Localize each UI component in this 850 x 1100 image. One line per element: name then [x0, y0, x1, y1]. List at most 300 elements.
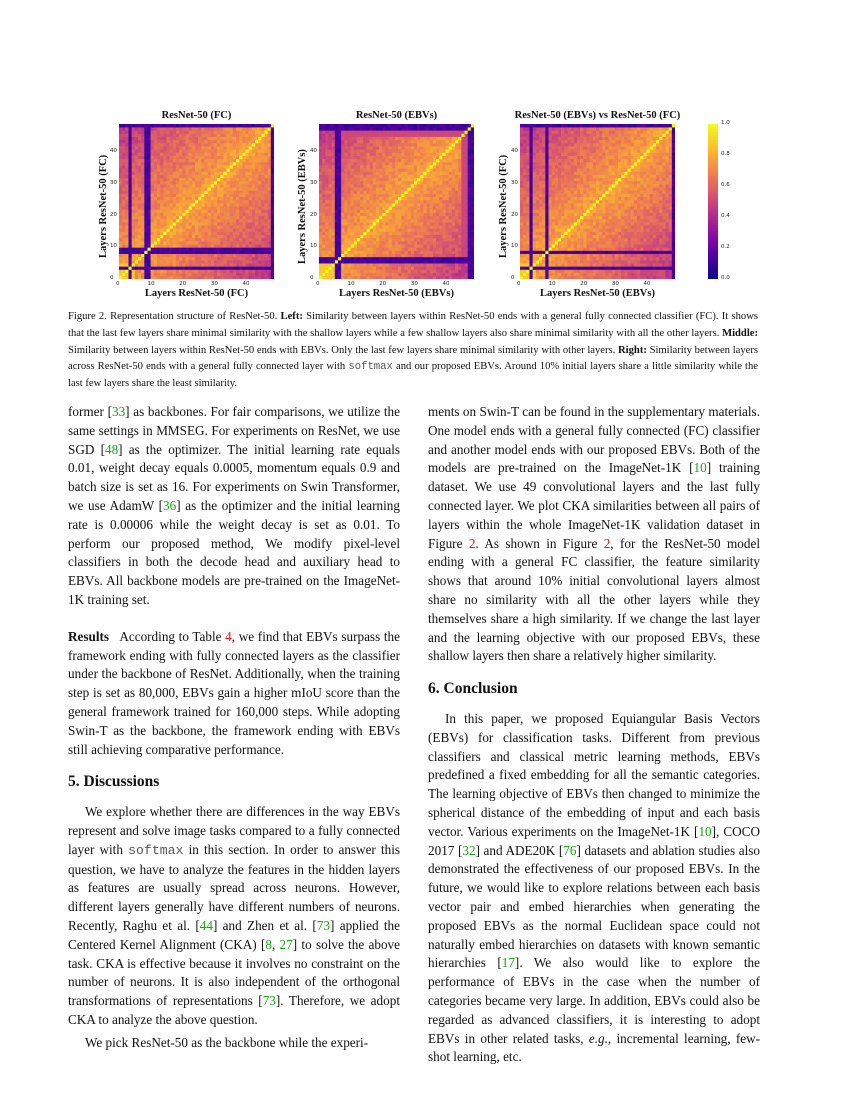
heatmap-cell	[268, 187, 271, 190]
heatmap-cell	[128, 257, 131, 260]
heatmap-cell	[242, 263, 245, 266]
heatmap-cell	[398, 127, 401, 130]
heatmap-cell	[195, 213, 198, 216]
heatmap-cell	[338, 156, 341, 159]
heatmap-cell	[436, 260, 439, 263]
heatmap-cell	[385, 178, 388, 181]
heatmap-cell	[198, 187, 201, 190]
heatmap-cell	[446, 124, 449, 127]
heatmap-cell	[255, 178, 258, 181]
heatmap-cell	[442, 219, 445, 222]
heatmap-cell	[258, 146, 261, 149]
heatmap-cell	[204, 133, 207, 136]
heatmap-cell	[427, 178, 430, 181]
heatmap-cell	[392, 190, 395, 193]
heatmap-cell	[458, 235, 461, 238]
heatmap-cell	[417, 197, 420, 200]
heatmap-cell	[442, 171, 445, 174]
heatmap-cell	[242, 247, 245, 250]
heatmap-cell	[322, 276, 325, 279]
heatmap-cell	[170, 159, 173, 162]
heatmap-cell	[227, 190, 230, 193]
heatmap-cell	[465, 190, 468, 193]
heatmap-cell	[458, 216, 461, 219]
heatmap-cell	[119, 171, 122, 174]
heatmap-cell	[147, 178, 150, 181]
heatmap-cell	[401, 190, 404, 193]
heatmap-cell	[351, 171, 354, 174]
heatmap-cell	[328, 149, 331, 152]
heatmap-cell	[220, 124, 223, 127]
heatmap-cell	[414, 190, 417, 193]
heatmap-cell	[452, 241, 455, 244]
heatmap-cell	[376, 159, 379, 162]
heatmap-cell	[176, 241, 179, 244]
heatmap-cell	[351, 175, 354, 178]
heatmap-cell	[401, 133, 404, 136]
heatmap-cell	[157, 270, 160, 273]
heatmap-cell	[261, 260, 264, 263]
heatmap-cell	[192, 178, 195, 181]
heatmap-cell	[436, 276, 439, 279]
heatmap-cell	[370, 130, 373, 133]
heatmap-cell	[271, 194, 274, 197]
heatmap-cell	[351, 200, 354, 203]
heatmap-cell	[151, 197, 154, 200]
heatmap-cell	[268, 266, 271, 269]
heatmap-cell	[198, 232, 201, 235]
heatmap-cell	[249, 276, 252, 279]
heatmap-cell	[468, 263, 471, 266]
heatmap-cell	[208, 232, 211, 235]
heatmap-cell	[217, 140, 220, 143]
heatmap-cell	[157, 159, 160, 162]
heatmap-cell	[392, 273, 395, 276]
heatmap-cell	[599, 273, 602, 276]
heatmap-cell	[430, 219, 433, 222]
heatmap-cell	[141, 232, 144, 235]
heatmap-cell	[385, 213, 388, 216]
heatmap-cell	[249, 209, 252, 212]
heatmap-cell	[385, 228, 388, 231]
heatmap-cell	[366, 178, 369, 181]
heatmap-cell	[119, 254, 122, 257]
heatmap-cell	[252, 194, 255, 197]
heatmap-cell	[233, 146, 236, 149]
heatmap-cell	[322, 225, 325, 228]
heatmap-cell	[233, 209, 236, 212]
heatmap-cell	[458, 187, 461, 190]
heatmap-cell	[265, 168, 268, 171]
heatmap-cell	[147, 222, 150, 225]
heatmap-cell	[173, 247, 176, 250]
heatmap-cell	[398, 149, 401, 152]
heatmap-cell	[233, 168, 236, 171]
heatmap-cell	[408, 162, 411, 165]
heatmap-cell	[185, 254, 188, 257]
heatmap-cell	[268, 263, 271, 266]
heatmap-cell	[170, 216, 173, 219]
heatmap-cell	[357, 251, 360, 254]
heatmap-cell	[223, 165, 226, 168]
heatmap-cell	[446, 238, 449, 241]
heatmap-cell	[204, 130, 207, 133]
heatmap-cell	[389, 197, 392, 200]
heatmap-cell	[455, 162, 458, 165]
heatmap-cell	[376, 165, 379, 168]
heatmap-cell	[461, 257, 464, 260]
heatmap-cell	[471, 260, 474, 263]
heatmap-cell	[163, 159, 166, 162]
heatmap-cell	[201, 149, 204, 152]
heatmap-cell	[379, 197, 382, 200]
heatmap-cell	[214, 194, 217, 197]
heatmap-cell	[246, 251, 249, 254]
heatmap-cell	[354, 209, 357, 212]
heatmap-cell	[185, 140, 188, 143]
heatmap-cell	[373, 270, 376, 273]
heatmap-cell	[166, 127, 169, 130]
heatmap-cell	[170, 263, 173, 266]
heatmap-cell	[411, 213, 414, 216]
heatmap-cell	[128, 194, 131, 197]
heatmap-cell	[458, 228, 461, 231]
heatmap-cell	[465, 181, 468, 184]
heatmap-cell	[176, 175, 179, 178]
heatmap-cell	[458, 203, 461, 206]
heatmap-cell	[363, 197, 366, 200]
heatmap-cell	[599, 270, 602, 273]
heatmap-cell	[351, 260, 354, 263]
heatmap-cell	[332, 165, 335, 168]
heatmap-cell	[255, 171, 258, 174]
heatmap-cell	[319, 222, 322, 225]
heatmap-cell	[455, 146, 458, 149]
heatmap-cell	[360, 254, 363, 257]
heatmap-cell	[423, 203, 426, 206]
heatmap-cell	[128, 190, 131, 193]
heatmap-cell	[265, 257, 268, 260]
heatmap-cell	[423, 273, 426, 276]
heatmap-cell	[354, 143, 357, 146]
heatmap-cell	[271, 175, 274, 178]
heatmap-cell	[325, 206, 328, 209]
heatmap-cell	[242, 162, 245, 165]
heatmap-cell	[344, 162, 347, 165]
heatmap-cell	[332, 200, 335, 203]
heatmap-cell	[157, 162, 160, 165]
heatmap-cell	[195, 238, 198, 241]
heatmap-cell	[227, 270, 230, 273]
heatmap-cell	[373, 222, 376, 225]
heatmap-cell	[404, 241, 407, 244]
heatmap-cell	[204, 235, 207, 238]
heatmap-cell	[338, 203, 341, 206]
heatmap-cell	[526, 266, 529, 269]
heatmap-cell	[379, 270, 382, 273]
heatmap-cell	[468, 257, 471, 260]
heatmap-cell	[442, 156, 445, 159]
heatmap-cell	[452, 175, 455, 178]
heatmap-cell	[442, 276, 445, 279]
heatmap-cell	[239, 247, 242, 250]
heatmap-cell	[461, 225, 464, 228]
heatmap-cell	[347, 266, 350, 269]
heatmap-cell	[173, 149, 176, 152]
heatmap-cell	[255, 127, 258, 130]
heatmap-cell	[452, 140, 455, 143]
heatmap-cell	[392, 181, 395, 184]
heatmap-cell	[545, 270, 548, 273]
heatmap-cell	[242, 194, 245, 197]
heatmap-cell	[258, 219, 261, 222]
heatmap-cell	[452, 232, 455, 235]
heatmap-cell	[204, 194, 207, 197]
heatmap-cell	[439, 266, 442, 269]
heatmap-cell	[602, 270, 605, 273]
heatmap-cell	[252, 203, 255, 206]
heatmap-cell	[392, 171, 395, 174]
heatmap-cell	[344, 257, 347, 260]
heatmap-cell	[452, 228, 455, 231]
heatmap-cell	[363, 143, 366, 146]
heatmap-cell	[366, 276, 369, 279]
heatmap-cell	[122, 225, 125, 228]
heatmap-cell	[414, 254, 417, 257]
heatmap-cell	[360, 228, 363, 231]
heatmap-cell	[433, 137, 436, 140]
heatmap-cell	[455, 159, 458, 162]
heatmap-cell	[414, 213, 417, 216]
heatmap-cell	[271, 165, 274, 168]
heatmap-cell	[132, 263, 135, 266]
heatmap-cell	[173, 206, 176, 209]
heatmap-cell	[246, 266, 249, 269]
heatmap-cell	[258, 241, 261, 244]
heatmap-cell	[571, 266, 574, 269]
heatmap-cell	[230, 140, 233, 143]
heatmap-cell	[322, 222, 325, 225]
heatmap-cell	[357, 203, 360, 206]
heatmap-cell	[166, 133, 169, 136]
heatmap-cell	[621, 276, 624, 279]
heatmap-cell	[360, 181, 363, 184]
heatmap-cell	[227, 187, 230, 190]
heatmap-cell	[404, 175, 407, 178]
heatmap-cell	[179, 152, 182, 155]
heatmap-cell	[420, 241, 423, 244]
heatmap-cell	[347, 241, 350, 244]
heatmap-cell	[255, 266, 258, 269]
heatmap-cell	[398, 194, 401, 197]
heatmap-cell	[265, 254, 268, 257]
heatmap-cell	[189, 203, 192, 206]
heatmap-cell	[439, 203, 442, 206]
heatmap-cell	[332, 219, 335, 222]
heatmap-cell	[442, 197, 445, 200]
heatmap-cell	[401, 143, 404, 146]
heatmap-cell	[411, 206, 414, 209]
heatmap-cell	[446, 219, 449, 222]
heatmap-cell	[328, 209, 331, 212]
heatmap-cell	[255, 276, 258, 279]
heatmap-cell	[265, 127, 268, 130]
heatmap-cell	[452, 127, 455, 130]
heatmap-cell	[354, 133, 357, 136]
heatmap-cell	[265, 184, 268, 187]
heatmap-cell	[252, 254, 255, 257]
heatmap-cell	[201, 213, 204, 216]
heatmap-cell	[220, 162, 223, 165]
heatmap-cell	[411, 194, 414, 197]
heatmap-cell	[335, 257, 338, 260]
heatmap-cell	[141, 254, 144, 257]
heatmap-cell	[271, 140, 274, 143]
heatmap-cell	[230, 168, 233, 171]
heatmap-cell	[468, 149, 471, 152]
heatmap-cell	[227, 149, 230, 152]
heatmap-cell	[322, 171, 325, 174]
heatmap-cell	[446, 159, 449, 162]
heatmap-cell	[417, 181, 420, 184]
heatmap-cell	[261, 178, 264, 181]
heatmap-cell	[322, 124, 325, 127]
heatmap-cell	[135, 254, 138, 257]
heatmap-cell	[398, 181, 401, 184]
heatmap-cell	[268, 232, 271, 235]
heatmap-cell	[151, 213, 154, 216]
heatmap-cell	[341, 156, 344, 159]
heatmap-cell	[319, 216, 322, 219]
heatmap-cell	[182, 181, 185, 184]
heatmap-cell	[366, 162, 369, 165]
heatmap-cell	[363, 241, 366, 244]
heatmap-cell	[204, 175, 207, 178]
heatmap-cell	[239, 200, 242, 203]
heatmap-cell	[446, 276, 449, 279]
heatmap-cell	[236, 251, 239, 254]
heatmap-cell	[420, 171, 423, 174]
heatmap-cell	[236, 127, 239, 130]
heatmap-cell	[389, 232, 392, 235]
heatmap-cell	[211, 165, 214, 168]
heatmap-cell	[389, 238, 392, 241]
heatmap-cell	[427, 257, 430, 260]
heatmap-cell	[255, 133, 258, 136]
heatmap-cell	[214, 143, 217, 146]
heatmap-cell	[144, 232, 147, 235]
heatmap-cell	[379, 181, 382, 184]
heatmap-cell	[249, 238, 252, 241]
heatmap-cell	[214, 197, 217, 200]
heatmap-cell	[325, 130, 328, 133]
heatmap-cell	[246, 200, 249, 203]
heatmap-cell	[239, 225, 242, 228]
heatmap-cell	[208, 238, 211, 241]
heatmap-cell	[417, 241, 420, 244]
heatmap-cell	[239, 206, 242, 209]
heatmap-cell	[376, 273, 379, 276]
heatmap-cell	[192, 244, 195, 247]
heatmap-cell	[442, 216, 445, 219]
heatmap-cell	[461, 140, 464, 143]
heatmap-cell	[246, 187, 249, 190]
heatmap-cell	[138, 140, 141, 143]
heatmap-cell	[176, 178, 179, 181]
heatmap-cell	[179, 219, 182, 222]
heatmap-cell	[395, 206, 398, 209]
heatmap-cell	[265, 270, 268, 273]
heatmap-cell	[379, 140, 382, 143]
heatmap-cell	[430, 178, 433, 181]
heatmap-cell	[252, 276, 255, 279]
heatmap-cell	[173, 197, 176, 200]
heatmap-cell	[398, 197, 401, 200]
heatmap-cell	[452, 254, 455, 257]
heatmap-cell	[376, 222, 379, 225]
heatmap-cell	[141, 209, 144, 212]
heatmap-cell	[249, 260, 252, 263]
heatmap-cell	[157, 171, 160, 174]
heatmap-cell	[427, 270, 430, 273]
heatmap-cell	[322, 247, 325, 250]
heatmap-cell	[335, 209, 338, 212]
heatmap-cell	[449, 159, 452, 162]
heatmap-cell	[236, 152, 239, 155]
heatmap-cell	[208, 222, 211, 225]
heatmap-cell	[252, 168, 255, 171]
heatmap-cell	[239, 156, 242, 159]
heatmap-cell	[214, 159, 217, 162]
heatmap-cell	[468, 175, 471, 178]
heatmap-cell	[141, 149, 144, 152]
heatmap-cell	[335, 159, 338, 162]
heatmap-cell	[332, 238, 335, 241]
heatmap-cell	[401, 273, 404, 276]
heatmap-cell	[385, 187, 388, 190]
heatmap-cell	[151, 181, 154, 184]
heatmap-cell	[185, 228, 188, 231]
heatmap-cell	[408, 203, 411, 206]
heatmap-cell	[246, 257, 249, 260]
heatmap-cell	[414, 273, 417, 276]
heatmap-cell	[389, 270, 392, 273]
heatmap-cell	[376, 209, 379, 212]
heatmap-cell	[258, 140, 261, 143]
heatmap-cell	[446, 181, 449, 184]
heatmap-cell	[461, 190, 464, 193]
heatmap-cell	[449, 190, 452, 193]
heatmap-cell	[227, 140, 230, 143]
heatmap-cell	[385, 127, 388, 130]
heatmap-cell	[461, 232, 464, 235]
heatmap-cell	[430, 216, 433, 219]
heatmap-cell	[341, 209, 344, 212]
heatmap-cell	[398, 130, 401, 133]
heatmap-cell	[335, 127, 338, 130]
heatmap-cell	[154, 270, 157, 273]
heatmap-cell	[408, 159, 411, 162]
heatmap-cell	[458, 171, 461, 174]
heatmap-cell	[157, 206, 160, 209]
heatmap-cell	[261, 225, 264, 228]
heatmap-cell	[341, 222, 344, 225]
heatmap-cell	[382, 178, 385, 181]
heatmap-cell	[366, 197, 369, 200]
heatmap-cell	[220, 225, 223, 228]
heatmap-cell	[189, 238, 192, 241]
heatmap-cell	[182, 175, 185, 178]
